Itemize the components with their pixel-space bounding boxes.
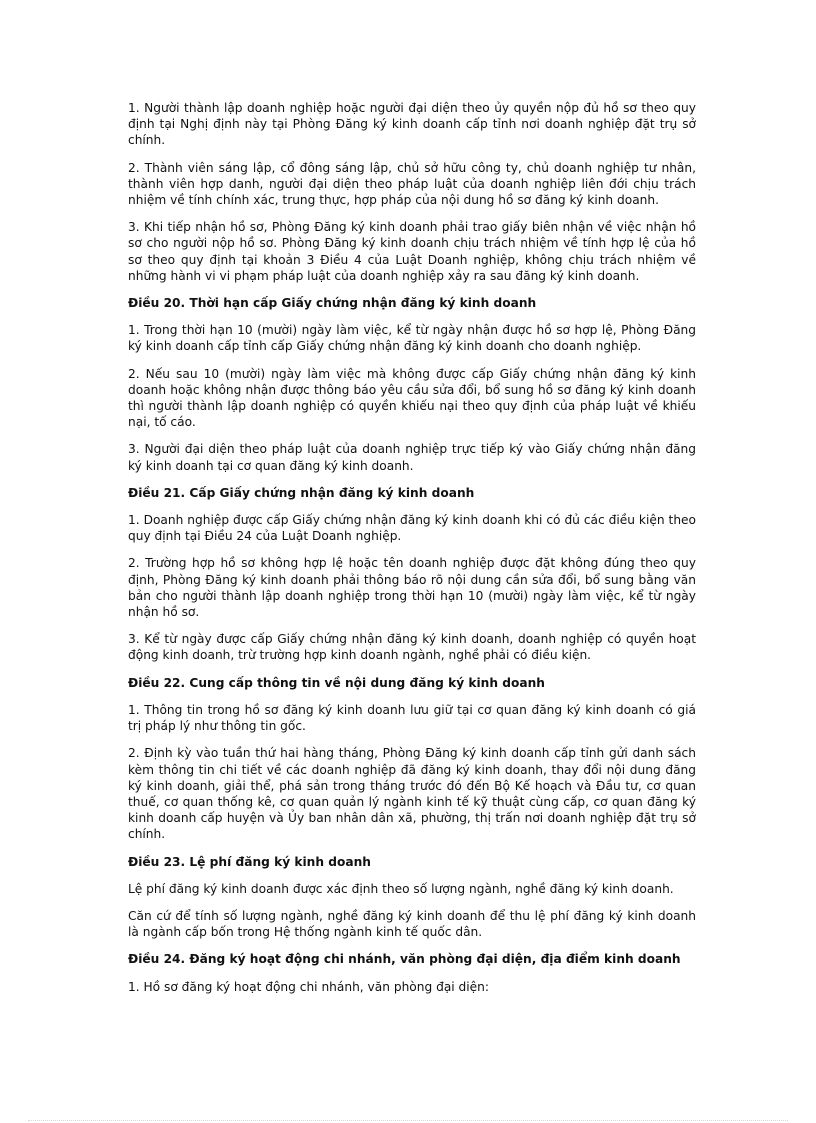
page-bottom-edge: [28, 1120, 788, 1121]
paragraph: 3. Khi tiếp nhận hồ sơ, Phòng Đăng ký kinh doanh phải trao giấy biên nhận về việc nhận hồ sơ cho người nộp hồ sơ. Phòng Đăng ký kinh doanh chịu trách nhiệm về tính hợp lệ của hồ sơ theo quy định tại khoản 3 Điều 4 của Luật Doanh nghiệp, không chịu trách nhiệm về những hành vi vi phạm pháp luật của doanh nghiệp xảy ra sau đăng ký kinh doanh.: [128, 220, 696, 283]
paragraph: 2. Định kỳ vào tuần thứ hai hàng tháng, Phòng Đăng ký kinh doanh cấp tỉnh gửi danh sách kèm thông tin chi tiết về các doanh nghiệp đã đăng ký kinh doanh, thay đổi nội dung đăng ký kinh doanh, giải thể, phá sản trong tháng trước đó đến Bộ Kế hoạch và Đầu tư, cơ quan thuế, cơ quan thống kê, cơ quan quản lý ngành kinh tế kỹ thuật cùng cấp, cơ quan đăng ký kinh doanh cấp huyện và Ủy ban nhân dân xã, phường, thị trấn nơi doanh nghiệp đặt trụ sở chính.: [128, 746, 696, 842]
paragraph: 3. Người đại diện theo pháp luật của doanh nghiệp trực tiếp ký vào Giấy chứng nhận đăng ký kinh doanh tại cơ quan đăng ký kinh doanh.: [128, 442, 696, 473]
paragraph: 2. Trường hợp hồ sơ không hợp lệ hoặc tên doanh nghiệp được đặt không đúng theo quy định, Phòng Đăng ký kinh doanh phải thông báo rõ nội dung cần sửa đổi, bổ sung bằng văn bản cho người thành lập doanh nghiệp trong thời hạn 10 (mười) ngày làm việc, kể từ ngày nhận hồ sơ.: [128, 556, 696, 620]
paragraph: 3. Kể từ ngày được cấp Giấy chứng nhận đăng ký kinh doanh, doanh nghiệp có quyền hoạt động kinh doanh, trừ trường hợp kinh doanh ngành, nghề phải có điều kiện.: [128, 632, 696, 663]
paragraph: Lệ phí đăng ký kinh doanh được xác định theo số lượng ngành, nghề đăng ký kinh doanh.: [128, 881, 674, 896]
article-heading: Điều 20. Thời hạn cấp Giấy chứng nhận đăng ký kinh doanh: [128, 296, 537, 311]
paragraph: 1. Thông tin trong hồ sơ đăng ký kinh doanh lưu giữ tại cơ quan đăng ký kinh doanh có giá trị pháp lý như thông tin gốc.: [128, 702, 696, 734]
paragraph: 2. Nếu sau 10 (mười) ngày làm việc mà không được cấp Giấy chứng nhận đăng ký kinh doanh hoặc không nhận được thông báo yêu cầu sửa đổi, bổ sung hồ sơ đăng ký kinh doanh thì người thành lập doanh nghiệp có quyền khiếu nại theo quy định của pháp luật về khiếu nại, tố cáo.: [128, 366, 696, 430]
article-heading: Điều 21. Cấp Giấy chứng nhận đăng ký kinh doanh: [128, 485, 475, 500]
document-page: [128, 100, 696, 1006]
article-heading: Điều 23. Lệ phí đăng ký kinh doanh: [128, 854, 371, 869]
article-heading: Điều 24. Đăng ký hoạt động chi nhánh, văn phòng đại diện, địa điểm kinh doanh: [128, 952, 681, 967]
paragraph: 1. Người thành lập doanh nghiệp hoặc người đại diện theo ủy quyền nộp đủ hồ sơ theo quy định tại Nghị định này tại Phòng Đăng ký kinh doanh cấp tỉnh nơi doanh nghiệp đặt trụ sở chính.: [128, 101, 696, 148]
paragraph: Căn cứ để tính số lượng ngành, nghề đăng ký kinh doanh để thu lệ phí đăng ký kinh doanh là ngành cấp bốn trong Hệ thống ngành kinh tế quốc dân.: [128, 908, 696, 940]
paragraph: 2. Thành viên sáng lập, cổ đông sáng lập, chủ sở hữu công ty, chủ doanh nghiệp tư nhân, thành viên hợp danh, người đại diện theo pháp luật của doanh nghiệp liên đới chịu trách nhiệm về tính chính xác, trung thực, hợp pháp của nội dung hồ sơ đăng ký kinh doanh.: [128, 160, 696, 208]
paragraph: 1. Trong thời hạn 10 (mười) ngày làm việc, kể từ ngày nhận được hồ sơ hợp lệ, Phòng Đăng ký kinh doanh cấp tỉnh cấp Giấy chứng nhận đăng ký kinh doanh cho doanh nghiệp.: [128, 323, 696, 354]
paragraph: 1. Doanh nghiệp được cấp Giấy chứng nhận đăng ký kinh doanh khi có đủ các điều kiện theo quy định tại Điều 24 của Luật Doanh nghiệp.: [128, 513, 696, 544]
article-heading: Điều 22. Cung cấp thông tin về nội dung đăng ký kinh doanh: [128, 675, 545, 690]
paragraph: 1. Hồ sơ đăng ký hoạt động chi nhánh, văn phòng đại diện:: [128, 979, 490, 994]
